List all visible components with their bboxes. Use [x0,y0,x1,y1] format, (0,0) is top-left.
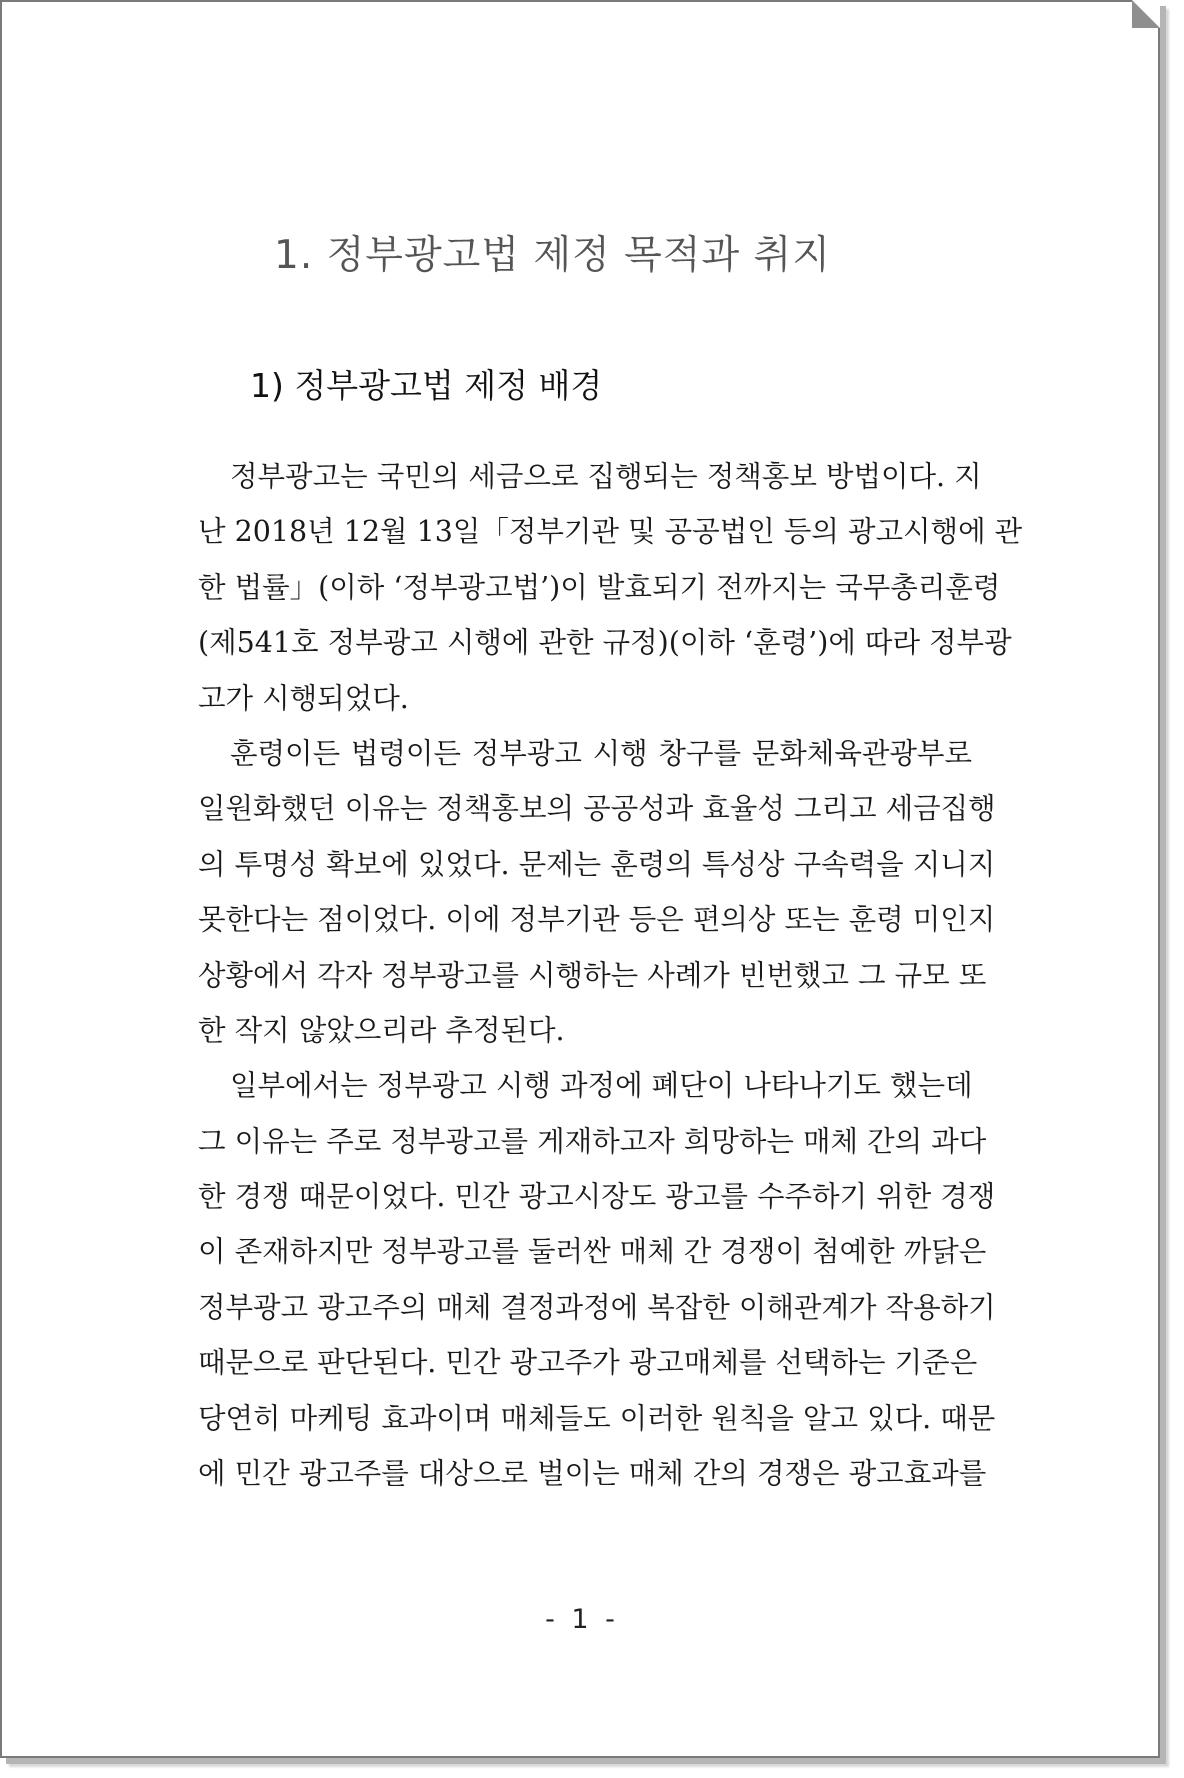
body-text [198,449,1023,1501]
paragraph-2 [198,726,996,1058]
text-line: 당연히 마케팅 효과이며 매체들도 이러한 원칙을 알고 있다. 때문 [198,1401,996,1435]
text-line: 이 존재하지만 정부광고를 둘러싼 매체 간 경쟁이 첨예한 까닭은 [198,1235,987,1269]
text-line: 고가 시행되었다. [198,681,409,715]
text-line: 상황에서 각자 정부광고를 시행하는 사례가 빈번했고 그 규모 또 [198,958,987,992]
text-line: 일원화했던 이유는 정책홍보의 공공성과 효율성 그리고 세금집행 [198,792,996,826]
text-line: 그 이유는 주로 정부광고를 게재하고자 희망하는 매체 간의 과다 [198,1124,987,1158]
text-line: (제541호 정부광고 시행에 관한 규정)(이하 ‘훈령’)에 따라 정부광 [198,626,1012,660]
text-line: 때문으로 판단된다. 민간 광고주가 광고매체를 선택하는 기준은 [198,1346,978,1380]
text-line: 한 법률」(이하 ‘정부광고법’)이 발효되기 전까지는 국무총리훈령 [198,570,1001,604]
text-line: 의 투명성 확보에 있었다. 문제는 훈령의 특성상 구속력을 지니지 [198,847,996,881]
text-line: 한 경쟁 때문이었다. 민간 광고시장도 광고를 수주하기 위한 경쟁 [198,1180,996,1214]
page-corner-fold [1132,0,1160,28]
text-line: 한 작지 않았으리라 추정된다. [198,1013,565,1047]
text-line: 훈령이든 법령이든 정부광고 시행 창구를 문화체육관광부로 [230,736,972,770]
section-title: 1. 정부광고법 제정 목적과 취지 [274,233,831,278]
paragraph-3 [198,1058,996,1501]
text-line: 못한다는 점이었다. 이에 정부기관 등은 편의상 또는 훈령 미인지 [198,903,996,937]
page-number: - 1 - [545,1604,619,1635]
text-line: 일부에서는 정부광고 시행 과정에 폐단이 나타나기도 했는데 [230,1069,973,1103]
text-line: 정부광고는 국민의 세금으로 집행되는 정책홍보 방법이다. 지 [230,460,982,493]
subsection-title: 1) 정부광고법 제정 배경 [250,366,603,405]
text-line: 에 민간 광고주를 대상으로 벌이는 매체 간의 경쟁은 광고효과를 [198,1457,987,1491]
paragraph-1 [198,449,1023,726]
text-line: 난 2018년 12월 13일「정부기관 및 공공법인 등의 광고시행에 관 [198,515,1023,549]
text-line: 정부광고 광고주의 매체 결정과정에 복잡한 이해관계가 작용하기 [198,1290,996,1324]
